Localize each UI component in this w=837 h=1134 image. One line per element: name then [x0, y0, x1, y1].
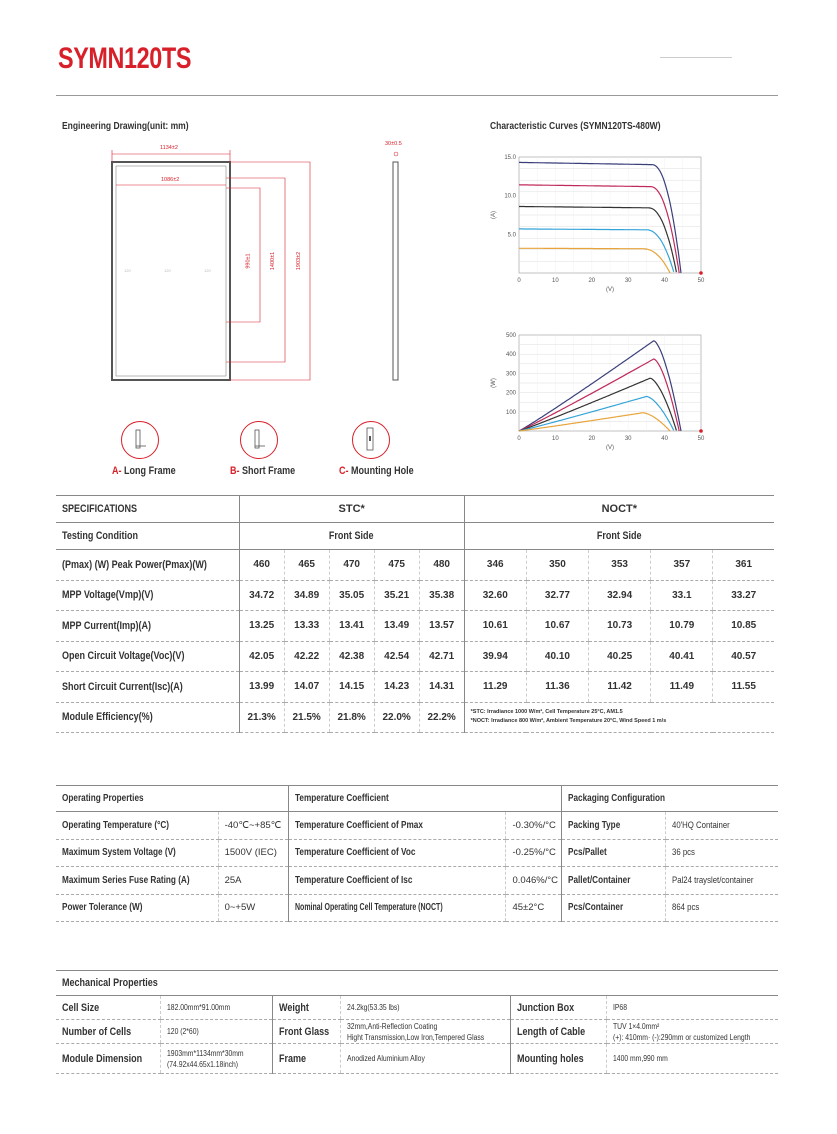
dim-length-label: 1903±2	[296, 251, 303, 271]
table-row: Open Circuit Voltage(Voc)(V) 42.05 42.22 42.38 42.54 42.71 39.94 40.10 40.25 40.41 40.57	[56, 641, 774, 672]
svg-text:120: 120	[124, 268, 131, 273]
y-axis-label: (W)	[491, 378, 497, 388]
stc-front-side: Front Side	[239, 523, 464, 550]
series-line-400	[519, 396, 674, 431]
page-title: SYMN120TS	[58, 42, 192, 75]
series-line-200	[519, 248, 670, 273]
header-divider	[56, 95, 778, 96]
curves-heading: Characteristic Curves (SYMN120TS-480W)	[490, 121, 661, 132]
svg-text:120: 120	[164, 268, 171, 273]
mounting-hole-icon	[352, 421, 390, 459]
stc-heading: STC*	[239, 496, 464, 523]
dim-hole-label: 990±1	[245, 253, 252, 269]
mechanical-table	[56, 970, 778, 1074]
y-axis-label: (A)	[491, 211, 497, 219]
noct-heading: NOCT*	[464, 496, 774, 523]
header-accent-line	[660, 57, 732, 58]
series-line-800	[519, 359, 679, 431]
packaging-heading: Packaging Configuration	[562, 786, 778, 812]
axis-end-marker	[699, 271, 703, 275]
x-tick-label: 40	[661, 278, 668, 284]
y-tick-label: 15.0	[504, 155, 516, 161]
x-tick-label: 0	[517, 278, 521, 284]
x-tick-label: 10	[552, 436, 559, 442]
operating-heading: Operating Properties	[56, 786, 288, 812]
short-frame-icon	[240, 421, 278, 459]
y-tick-label: 500	[505, 333, 516, 339]
table-row: Cell Size 182.00mm*91.00mm Weight 24.2kg(53.35 lbs) Junction Box IP68	[56, 996, 778, 1020]
drawing-heading: Engineering Drawing(unit: mm)	[62, 121, 189, 132]
y-tick-label: 10.0	[504, 193, 516, 200]
svg-text:120: 120	[204, 268, 211, 273]
frame-label-long: A- Long Frame	[112, 465, 176, 477]
axis-end-marker	[699, 429, 703, 433]
table-row: Module Dimension 1903mm*1134mm*30mm (74.92x44.65x1.18inch) Frame Anodized Aluminium Alloy Mounting holes 1400 mm,990 mm	[56, 1044, 778, 1074]
table-row: Maximum Series Fuse Rating (A) 25A Temperature Coefficient of Isc 0.046%/°C Pallet/Container Pal24 trayslet/container	[56, 867, 778, 895]
conditions-notes: *STC: Irradiance 1000 W/m², Cell Temperature 25°C, AM1.5 *NOCT: Irradiance 800 W/m², Ambient Temperature 20°C, Wind Speed 1 m/s	[464, 702, 774, 733]
table-row: Operating Temperature (°C) -40℃~+85℃ Temperature Coefficient of Pmax -0.30%/°C Packing Type 40'HQ Container	[56, 812, 778, 840]
y-tick-label: 200	[505, 390, 516, 397]
table-row: MPP Current(Imp)(A) 13.25 13.33 13.41 13.49 13.57 10.61 10.67 10.73 10.79 10.85	[56, 611, 774, 642]
spec-heading: SPECIFICATIONS	[56, 496, 239, 523]
dim-inner-label: 1086±2	[161, 177, 180, 183]
series-line-600	[519, 207, 676, 273]
frame-label-short: B- Short Frame	[230, 465, 296, 477]
table-row: Short Circuit Current(Isc)(A) 13.99 14.07 14.15 14.23 14.31 11.29 11.36 11.42 11.49 11.55	[56, 672, 774, 703]
table-row: Number of Cells 120 (2*60) Front Glass 32mm,Anti-Reflection Coating Hight Transmission,Low Iron,Tempered Glass Length of Cable TUV 1×4.0mm² (+): 410mm· (-):290mm or customized Length	[56, 1020, 778, 1044]
x-tick-label: 20	[588, 278, 596, 284]
dim-1400-label: 1400±1	[270, 251, 277, 271]
mechanical-heading: Mechanical Properties	[56, 971, 778, 996]
series-line-200	[519, 413, 670, 431]
x-tick-label: 50	[697, 278, 705, 284]
series-line-600	[519, 378, 676, 431]
series-line-1000	[519, 162, 681, 273]
pv-chart	[483, 323, 723, 453]
y-tick-label: 400	[505, 352, 516, 359]
table-row: Module Efficiency(%) 21.3% 21.5% 21.8% 22.0% 22.2% *STC: Irradiance 1000 W/m², Cell Temperature 25°C, AM1.5 *NOCT: Irradiance 800 W/m², Ambient Temperature 20°C, Wind Speed 1 m/s	[56, 702, 774, 733]
long-frame-icon	[121, 421, 159, 459]
x-tick-label: 0	[517, 436, 521, 442]
temp-coeff-heading: Temperature Coefficient	[288, 786, 562, 812]
frame-label-hole: C- Mounting Hole	[339, 465, 414, 477]
y-tick-label: 100	[505, 409, 516, 416]
x-axis-label: (V)	[606, 287, 614, 293]
x-tick-label: 50	[697, 436, 705, 442]
x-tick-label: 20	[588, 436, 596, 442]
table-row: (Pmax) (W) Peak Power(Pmax)(W) 460 465 470 475 480 346 350 353 357 361	[56, 550, 774, 581]
y-tick-label: 5.0	[507, 232, 516, 239]
table-row: Maximum System Voltage (V) 1500V (IEC) Temperature Coefficient of Voc -0.25%/°C Pcs/Pallet 36 pcs	[56, 839, 778, 867]
properties-table	[56, 785, 778, 922]
engineering-drawing	[100, 140, 420, 390]
testing-label: Testing Condition	[56, 523, 239, 550]
table-row: Power Tolerance (W) 0~+5W Nominal Operating Cell Temperature (NOCT) 45±2°C Pcs/Container 864 pcs	[56, 894, 778, 922]
x-tick-label: 30	[624, 436, 632, 442]
dim-width-label: 1134±2	[160, 145, 178, 151]
noct-front-side: Front Side	[464, 523, 774, 550]
specifications-table	[56, 495, 774, 733]
y-tick-label: 300	[505, 371, 516, 378]
iv-chart	[483, 145, 723, 295]
x-tick-label: 10	[552, 278, 559, 284]
dim-thickness-label: 30±0.5	[385, 141, 402, 147]
table-row: MPP Voltage(Vmp)(V) 34.72 34.89 35.05 35.21 35.38 32.60 32.77 32.94 33.1 33.27	[56, 580, 774, 611]
x-tick-label: 40	[661, 436, 668, 442]
x-axis-label: (V)	[606, 445, 614, 451]
x-tick-label: 30	[624, 278, 632, 284]
